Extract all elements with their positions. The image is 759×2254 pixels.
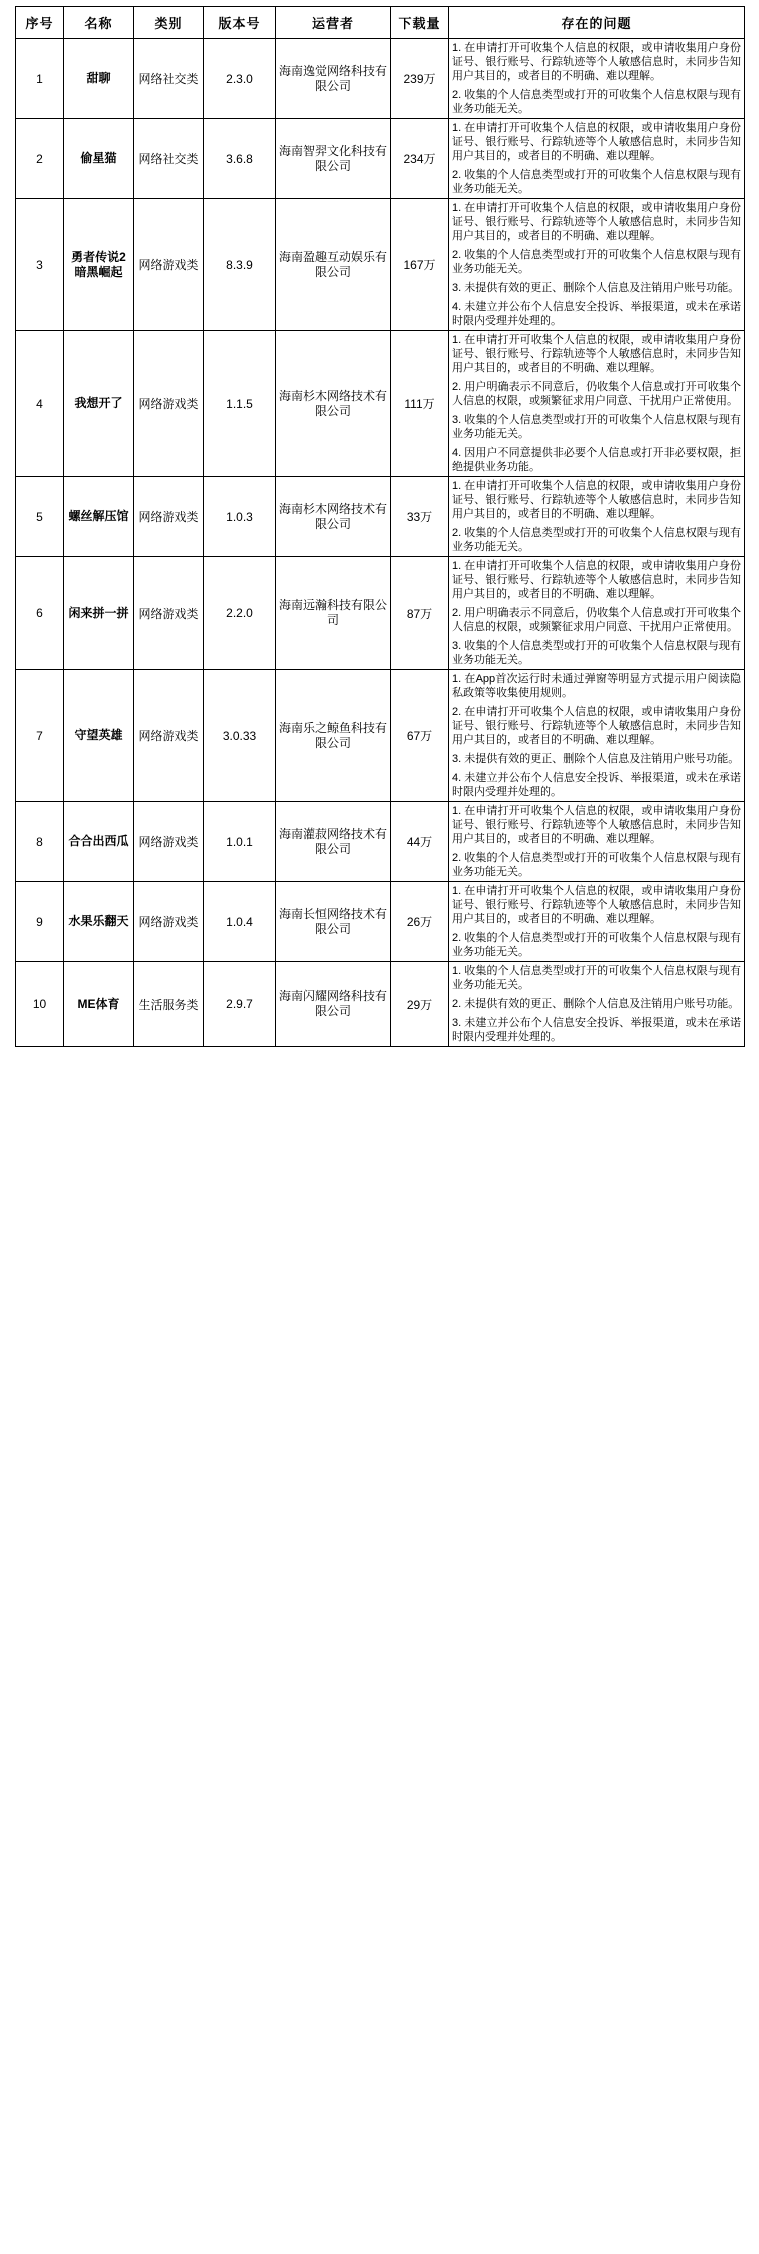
cell-downloads: 44万 — [391, 802, 449, 882]
issue-item: 2. 用户明确表示不同意后，仍收集个人信息或打开可收集个人信息的权限，或频繁征求用户同意、干扰用户正常使用。 — [452, 381, 741, 407]
cell-app-name: 勇者传说2暗黑崛起 — [64, 199, 134, 331]
cell-operator: 海南闪耀网络科技有限公司 — [276, 962, 391, 1047]
issue-item: 2. 收集的个人信息类型或打开的可收集个人信息权限与现有业务功能无关。 — [452, 169, 741, 195]
cell-index: 5 — [16, 477, 64, 557]
issue-item: 1. 在申请打开可收集个人信息的权限，或申请收集用户身份证号、银行账号、行踪轨迹等个人敏感信息时，未同步告知用户其目的，或者目的不明确、难以理解。 — [452, 560, 741, 600]
issue-item: 4. 未建立并公布个人信息安全投诉、举报渠道，或未在承诺时限内受理并处理的。 — [452, 301, 741, 327]
cell-issues — [449, 331, 745, 477]
cell-index: 6 — [16, 557, 64, 670]
cell-app-name: 螺丝解压馆 — [64, 477, 134, 557]
cell-operator: 海南逸觉网络科技有限公司 — [276, 39, 391, 119]
column-header-downloads: 下载量 — [391, 7, 449, 39]
cell-category: 网络社交类 — [134, 119, 204, 199]
cell-downloads: 111万 — [391, 331, 449, 477]
issue-item: 1. 在App首次运行时未通过弹窗等明显方式提示用户阅读隐私政策等收集使用规则。 — [452, 673, 741, 699]
column-header-version: 版本号 — [204, 7, 276, 39]
issue-item: 2. 收集的个人信息类型或打开的可收集个人信息权限与现有业务功能无关。 — [452, 852, 741, 878]
cell-category: 网络游戏类 — [134, 199, 204, 331]
cell-version: 3.0.33 — [204, 670, 276, 802]
cell-index: 2 — [16, 119, 64, 199]
cell-version: 1.0.1 — [204, 802, 276, 882]
cell-category: 生活服务类 — [134, 962, 204, 1047]
cell-issues — [449, 119, 745, 199]
cell-operator: 海南乐之鲸鱼科技有限公司 — [276, 670, 391, 802]
cell-issues — [449, 882, 745, 962]
cell-operator: 海南盈趣互动娱乐有限公司 — [276, 199, 391, 331]
issue-item: 2. 收集的个人信息类型或打开的可收集个人信息权限与现有业务功能无关。 — [452, 89, 741, 115]
cell-version: 1.1.5 — [204, 331, 276, 477]
cell-category: 网络游戏类 — [134, 557, 204, 670]
cell-operator: 海南长恒网络技术有限公司 — [276, 882, 391, 962]
cell-downloads: 234万 — [391, 119, 449, 199]
table-body — [16, 39, 745, 1047]
issue-item: 3. 收集的个人信息类型或打开的可收集个人信息权限与现有业务功能无关。 — [452, 640, 741, 666]
issue-item: 1. 在申请打开可收集个人信息的权限，或申请收集用户身份证号、银行账号、行踪轨迹等个人敏感信息时，未同步告知用户其目的，或者目的不明确、难以理解。 — [452, 334, 741, 374]
cell-issues — [449, 802, 745, 882]
issue-item: 2. 收集的个人信息类型或打开的可收集个人信息权限与现有业务功能无关。 — [452, 527, 741, 553]
issue-item: 3. 收集的个人信息类型或打开的可收集个人信息权限与现有业务功能无关。 — [452, 414, 741, 440]
cell-category: 网络游戏类 — [134, 882, 204, 962]
cell-app-name: 甜聊 — [64, 39, 134, 119]
cell-downloads: 239万 — [391, 39, 449, 119]
table-row — [16, 477, 745, 557]
cell-category: 网络游戏类 — [134, 331, 204, 477]
cell-downloads: 87万 — [391, 557, 449, 670]
table-header — [16, 7, 745, 39]
cell-category: 网络游戏类 — [134, 670, 204, 802]
cell-issues — [449, 670, 745, 802]
cell-app-name: 闲来拼一拼 — [64, 557, 134, 670]
issue-item: 1. 收集的个人信息类型或打开的可收集个人信息权限与现有业务功能无关。 — [452, 965, 741, 991]
cell-app-name: 水果乐翻天 — [64, 882, 134, 962]
cell-operator: 海南杉木网络技术有限公司 — [276, 477, 391, 557]
issue-item: 2. 未提供有效的更正、删除个人信息及注销用户账号功能。 — [452, 998, 740, 1010]
cell-version: 2.2.0 — [204, 557, 276, 670]
cell-category: 网络社交类 — [134, 39, 204, 119]
cell-index: 3 — [16, 199, 64, 331]
issue-item: 1. 在申请打开可收集个人信息的权限，或申请收集用户身份证号、银行账号、行踪轨迹等个人敏感信息时，未同步告知用户其目的，或者目的不明确、难以理解。 — [452, 122, 741, 162]
column-header-index: 序号 — [16, 7, 64, 39]
cell-version: 3.6.8 — [204, 119, 276, 199]
table-header-row — [16, 7, 745, 39]
cell-downloads: 33万 — [391, 477, 449, 557]
issue-item: 2. 收集的个人信息类型或打开的可收集个人信息权限与现有业务功能无关。 — [452, 932, 741, 958]
cell-downloads: 167万 — [391, 199, 449, 331]
cell-version: 2.9.7 — [204, 962, 276, 1047]
column-header-operator: 运营者 — [276, 7, 391, 39]
cell-issues — [449, 39, 745, 119]
table-row — [16, 557, 745, 670]
issue-item: 1. 在申请打开可收集个人信息的权限，或申请收集用户身份证号、银行账号、行踪轨迹等个人敏感信息时，未同步告知用户其目的，或者目的不明确、难以理解。 — [452, 42, 741, 82]
issue-item: 2. 在申请打开可收集个人信息的权限，或申请收集用户身份证号、银行账号、行踪轨迹等个人敏感信息时，未同步告知用户其目的，或者目的不明确、难以理解。 — [452, 706, 741, 746]
cell-category: 网络游戏类 — [134, 477, 204, 557]
cell-downloads: 67万 — [391, 670, 449, 802]
issue-item: 1. 在申请打开可收集个人信息的权限，或申请收集用户身份证号、银行账号、行踪轨迹等个人敏感信息时，未同步告知用户其目的，或者目的不明确、难以理解。 — [452, 480, 741, 520]
cell-category: 网络游戏类 — [134, 802, 204, 882]
cell-downloads: 26万 — [391, 882, 449, 962]
table-row — [16, 670, 745, 802]
cell-issues — [449, 477, 745, 557]
cell-version: 8.3.9 — [204, 199, 276, 331]
issue-item: 3. 未提供有效的更正、删除个人信息及注销用户账号功能。 — [452, 753, 740, 765]
cell-operator: 海南远瀚科技有限公司 — [276, 557, 391, 670]
issue-item: 2. 用户明确表示不同意后，仍收集个人信息或打开可收集个人信息的权限，或频繁征求用户同意、干扰用户正常使用。 — [452, 607, 741, 633]
table-row — [16, 39, 745, 119]
cell-downloads: 29万 — [391, 962, 449, 1047]
cell-version: 2.3.0 — [204, 39, 276, 119]
cell-app-name: 守望英雄 — [64, 670, 134, 802]
issue-item: 1. 在申请打开可收集个人信息的权限，或申请收集用户身份证号、银行账号、行踪轨迹等个人敏感信息时，未同步告知用户其目的，或者目的不明确、难以理解。 — [452, 885, 741, 925]
cell-operator: 海南杉木网络技术有限公司 — [276, 331, 391, 477]
cell-operator: 海南智羿文化科技有限公司 — [276, 119, 391, 199]
cell-app-name: 偷星猫 — [64, 119, 134, 199]
document-page — [0, 6, 759, 1047]
cell-index: 8 — [16, 802, 64, 882]
cell-index: 7 — [16, 670, 64, 802]
cell-app-name: 我想开了 — [64, 331, 134, 477]
issue-item: 3. 未提供有效的更正、删除个人信息及注销用户账号功能。 — [452, 282, 740, 294]
column-header-issues: 存在的问题 — [449, 7, 745, 39]
cell-issues — [449, 962, 745, 1047]
table-row — [16, 882, 745, 962]
issue-item: 1. 在申请打开可收集个人信息的权限，或申请收集用户身份证号、银行账号、行踪轨迹等个人敏感信息时，未同步告知用户其目的，或者目的不明确、难以理解。 — [452, 202, 741, 242]
cell-app-name: ME体育 — [64, 962, 134, 1047]
cell-operator: 海南灌菽网络技术有限公司 — [276, 802, 391, 882]
cell-app-name: 合合出西瓜 — [64, 802, 134, 882]
issue-item: 1. 在申请打开可收集个人信息的权限，或申请收集用户身份证号、银行账号、行踪轨迹等个人敏感信息时，未同步告知用户其目的，或者目的不明确、难以理解。 — [452, 805, 741, 845]
cell-index: 4 — [16, 331, 64, 477]
table-row — [16, 962, 745, 1047]
cell-index: 1 — [16, 39, 64, 119]
table-row — [16, 199, 745, 331]
table-row — [16, 802, 745, 882]
cell-issues — [449, 557, 745, 670]
cell-index: 10 — [16, 962, 64, 1047]
column-header-category: 类别 — [134, 7, 204, 39]
app-violation-table — [15, 6, 745, 1047]
issue-item: 4. 因用户不同意提供非必要个人信息或打开非必要权限，拒绝提供业务功能。 — [452, 447, 741, 473]
cell-version: 1.0.4 — [204, 882, 276, 962]
cell-issues — [449, 199, 745, 331]
issue-item: 3. 未建立并公布个人信息安全投诉、举报渠道，或未在承诺时限内受理并处理的。 — [452, 1017, 741, 1043]
issue-item: 4. 未建立并公布个人信息安全投诉、举报渠道，或未在承诺时限内受理并处理的。 — [452, 772, 741, 798]
issue-item: 2. 收集的个人信息类型或打开的可收集个人信息权限与现有业务功能无关。 — [452, 249, 741, 275]
column-header-name: 名称 — [64, 7, 134, 39]
cell-index: 9 — [16, 882, 64, 962]
table-row — [16, 331, 745, 477]
cell-version: 1.0.3 — [204, 477, 276, 557]
table-row — [16, 119, 745, 199]
